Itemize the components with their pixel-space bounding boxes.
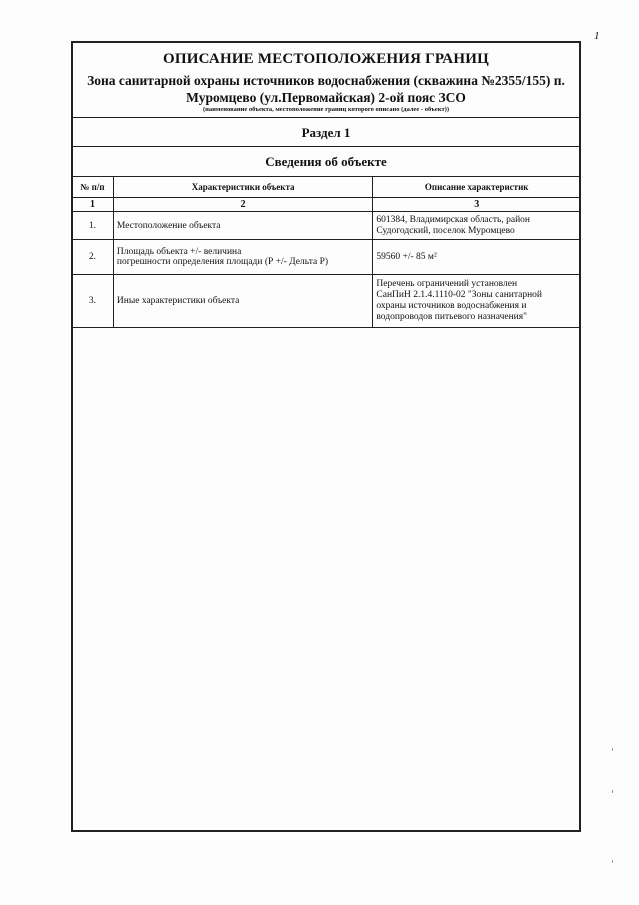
description-line: 601384, Владимирская область, район — [376, 214, 530, 225]
row-description — [373, 275, 581, 328]
row-description: 59560 +/- 85 м² — [373, 240, 581, 275]
header-characteristic: Характеристики объекта — [113, 177, 372, 198]
column-number: 1 — [72, 198, 114, 212]
row-number: 2. — [72, 240, 114, 275]
page-number: 1 — [594, 30, 600, 42]
row-description — [373, 212, 581, 240]
section-subtitle: Сведения об объекте — [265, 154, 387, 169]
section-divider — [71, 146, 581, 147]
table-row — [72, 275, 581, 328]
header-divider — [71, 117, 581, 118]
scan-mark — [612, 860, 613, 863]
object-name-hint: (наименование объекта, местоположение границ которого описано (далее - объект)) — [203, 106, 449, 113]
column-number-row — [72, 198, 581, 212]
description-line: водопроводов питьевого назначения" — [376, 312, 528, 322]
scan-mark — [612, 790, 613, 793]
row-characteristic: Иные характеристики объекта — [113, 275, 372, 328]
description-line: охраны источников водоснабжения и — [376, 301, 527, 311]
subtitle-line-2: Муромцево (ул.Первомайская) 2-ой пояс ЗСО — [186, 90, 466, 105]
description-line: Перечень ограничений установлен — [376, 279, 518, 289]
header-description: Описание характеристик — [373, 177, 581, 198]
column-number: 3 — [373, 198, 581, 212]
document-subtitle — [71, 72, 581, 106]
row-characteristic — [113, 240, 372, 275]
document-title: ОПИСАНИЕ МЕСТОПОЛОЖЕНИЯ ГРАНИЦ — [163, 51, 489, 67]
row-characteristic: Местоположение объекта — [113, 212, 372, 240]
table-row — [72, 212, 581, 240]
description-line: Судогодский, поселок Муромцево — [376, 225, 515, 236]
subtitle-line-1: Зона санитарной охраны источников водоснабжения (скважина №2355/155) п. — [87, 73, 565, 88]
scan-mark — [612, 748, 613, 751]
table-header-row — [72, 177, 581, 198]
document-header — [71, 41, 581, 114]
characteristic-line: погрешности определения площади (Р +/- Дельта Р) — [116, 257, 329, 267]
column-number: 2 — [113, 198, 372, 212]
description-line: СанПиН 2.1.4.1110-02 "Зоны санитарной — [376, 290, 543, 300]
row-number: 3. — [72, 275, 114, 328]
header-number: № п/п — [72, 177, 114, 198]
section-title: Раздел 1 — [301, 125, 351, 140]
object-info-table — [71, 176, 581, 328]
table-row — [72, 240, 581, 275]
characteristic-line: Площадь объекта +/- величина — [116, 247, 242, 257]
row-number: 1. — [72, 212, 114, 240]
